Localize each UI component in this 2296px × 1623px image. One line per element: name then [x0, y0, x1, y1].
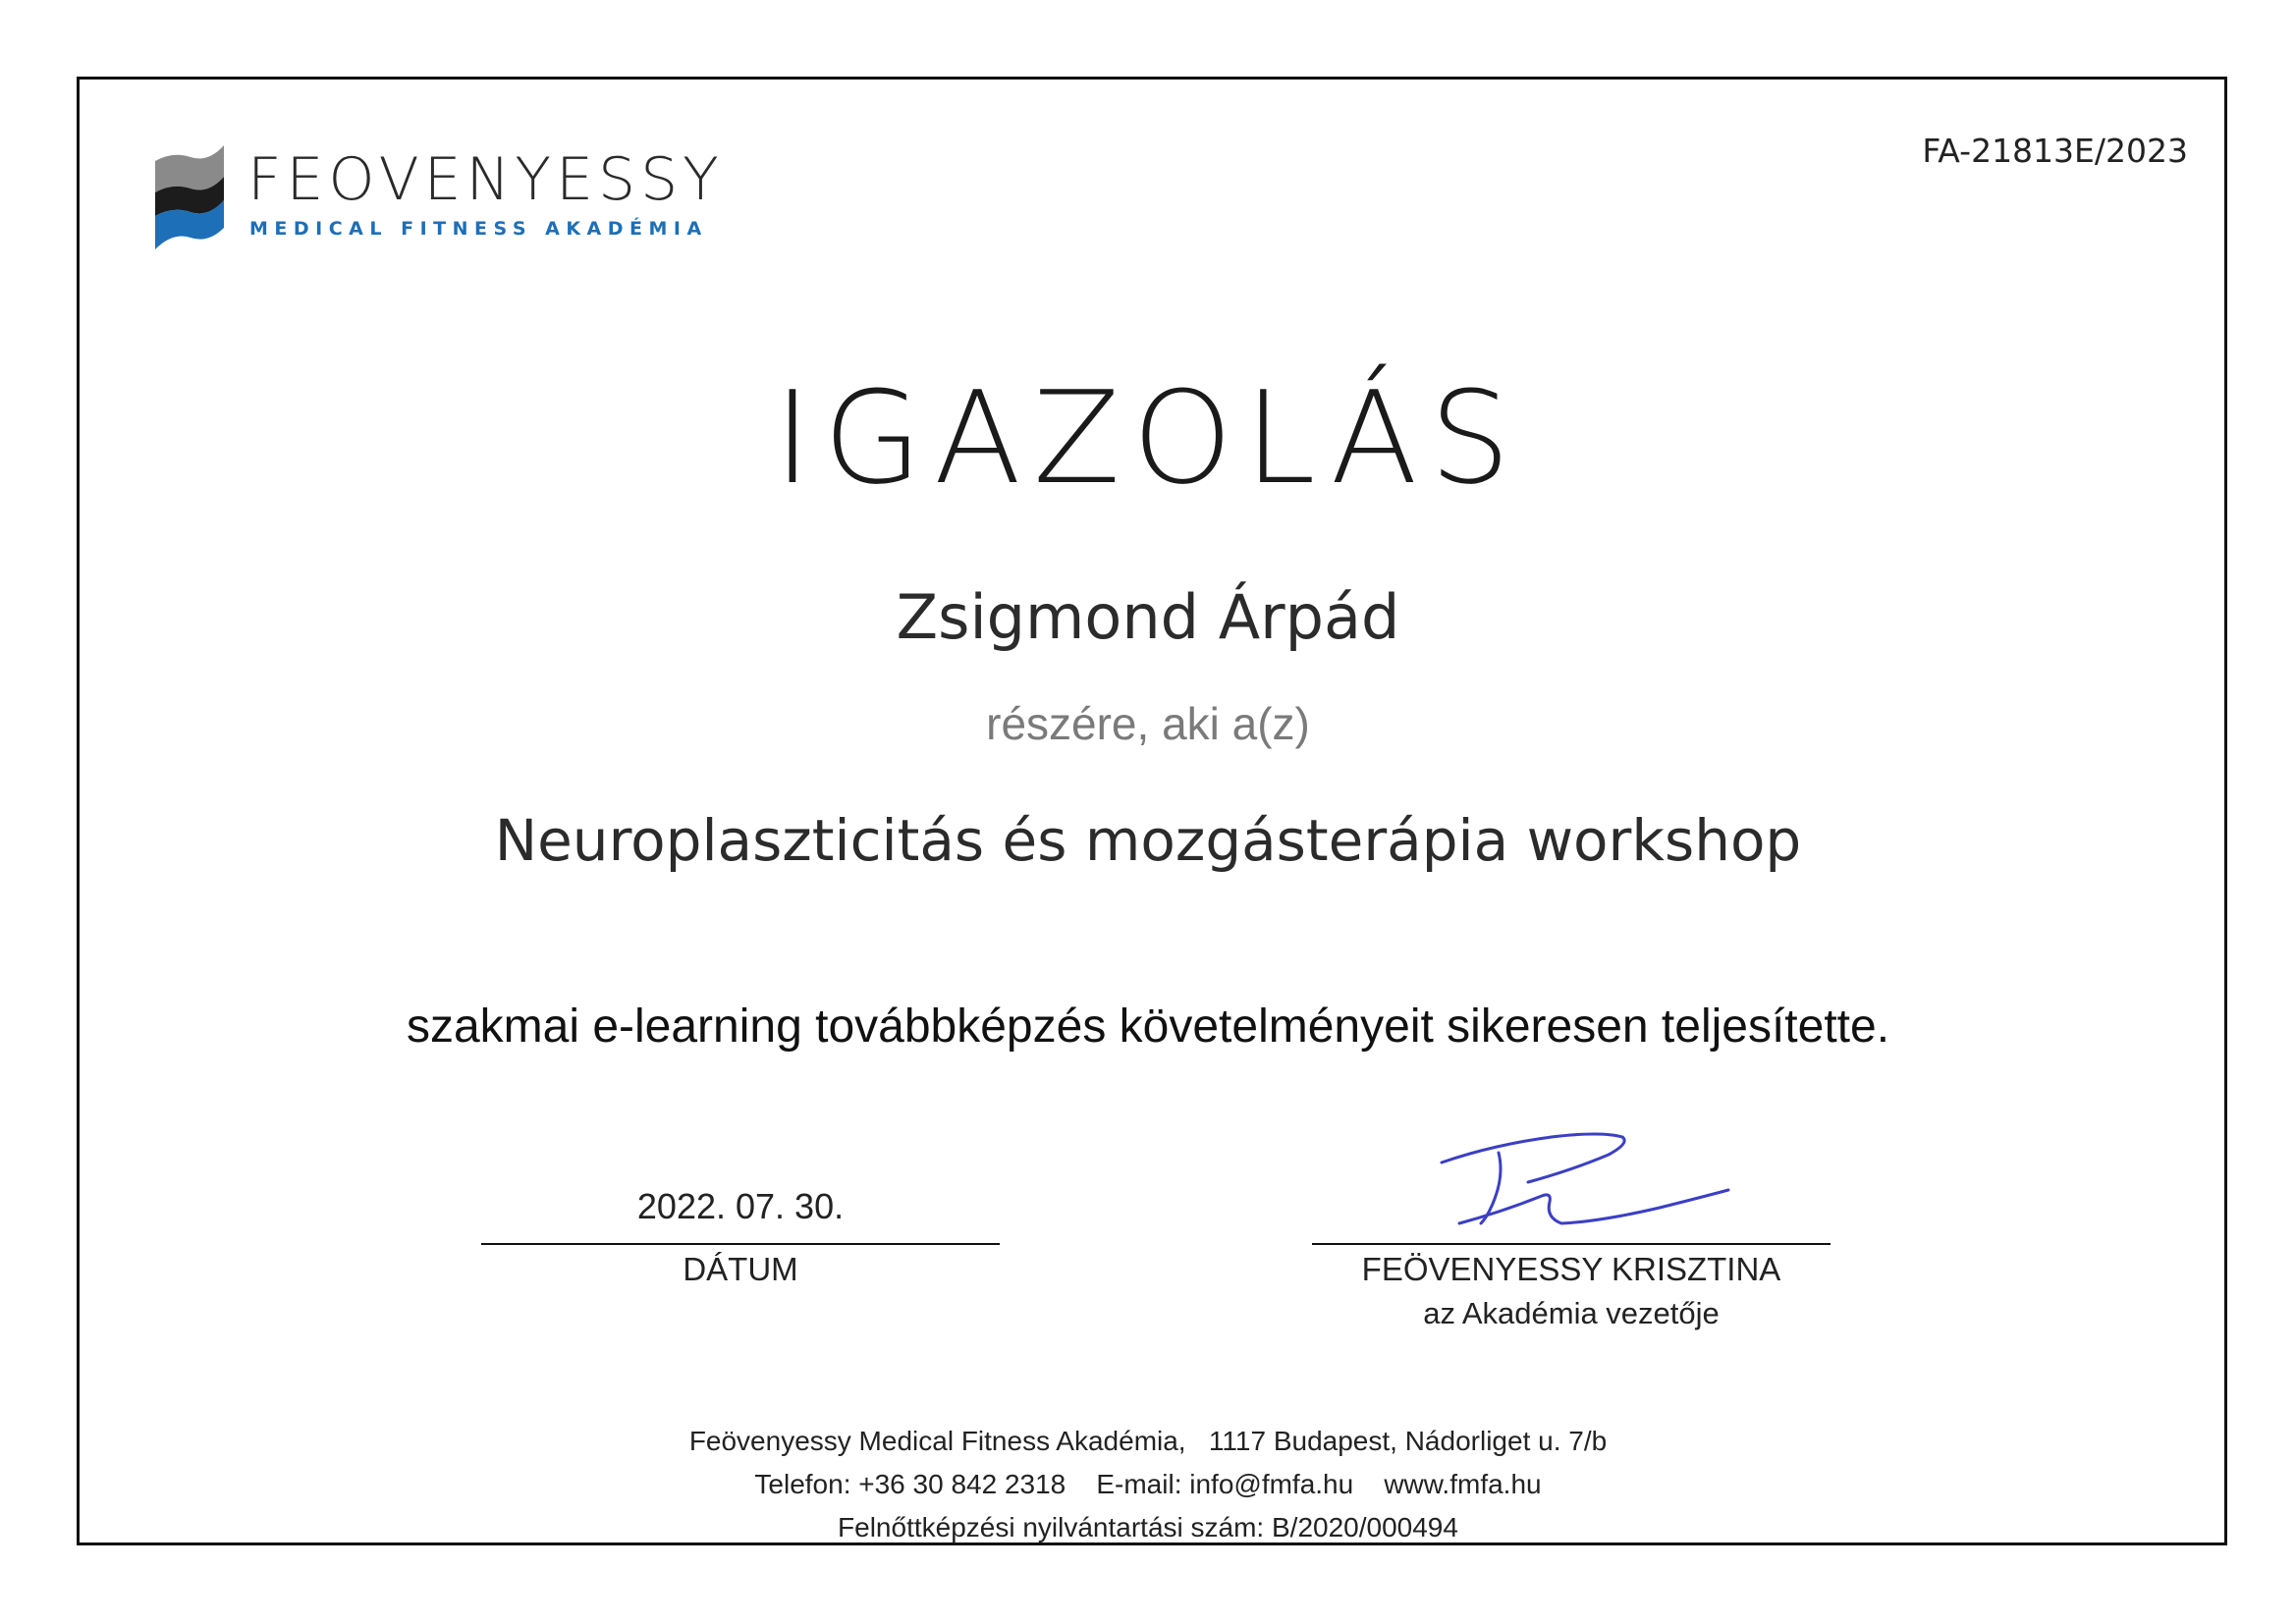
completion-text: szakmai e-learning továbbképzés követelményeit sikeresen teljesítette. — [406, 1001, 1890, 1053]
certificate-title: IGAZOLÁS — [773, 363, 1523, 513]
certificate-id: FA-21813E/2023 — [1922, 132, 2188, 170]
course-name: Neuroplaszticitás és mozgásterápia workshop — [494, 807, 1802, 874]
footer-registration: Felnőttképzési nyilvántartási szám: B/2020/000494 — [838, 1512, 1458, 1542]
date-label: DÁTUM — [683, 1251, 798, 1287]
logo-ribbon-icon — [153, 143, 226, 251]
logo-name: FEOVENYESSY — [247, 145, 724, 214]
for-text: részére, aki a(z) — [986, 698, 1310, 749]
handwritten-signature — [1434, 1127, 1748, 1235]
signatory-name: FEÖVENYESSY KRISZTINA — [1361, 1251, 1781, 1287]
academy-logo — [153, 143, 723, 253]
logo-subtitle: MEDICAL FITNESS AKADÉMIA — [249, 218, 708, 240]
signature-line — [1312, 1243, 1831, 1245]
signatory-role: az Akadémia vezetője — [1423, 1296, 1720, 1330]
recipient-name: Zsigmond Árpád — [896, 581, 1400, 653]
date-value: 2022. 07. 30. — [636, 1186, 845, 1226]
date-line — [481, 1243, 1000, 1245]
footer-address: Feövenyessy Medical Fitness Akadémia, 1117 Budapest, Nádorliget u. 7/b — [688, 1426, 1608, 1456]
footer-contact: Telefon: +36 30 842 2318 E-mail: info@fmfa.hu www.fmfa.hu — [754, 1469, 1542, 1499]
